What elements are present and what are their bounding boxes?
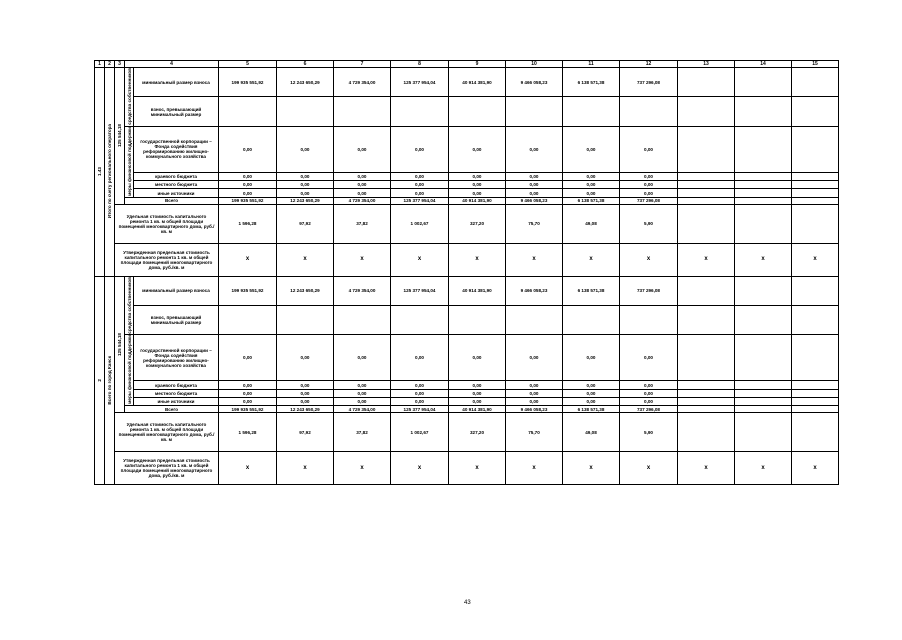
value-cell: 0,00	[219, 126, 277, 172]
value-cell: 0,00	[391, 381, 449, 389]
value-cell	[678, 189, 735, 197]
header-cell: 7	[334, 61, 391, 68]
value-cell: x	[792, 452, 839, 485]
value-cell: 0,00	[563, 126, 620, 172]
value-cell	[678, 306, 735, 335]
group-support	[125, 126, 134, 197]
value-cell: 199 935 551,92	[219, 406, 277, 413]
value-cell: 0,00	[506, 335, 563, 381]
value-cell	[334, 97, 391, 126]
value-cell	[792, 172, 839, 180]
value-cell	[792, 276, 839, 305]
row-label: минимальный размер взноса	[134, 68, 219, 97]
value-cell: 327,20	[449, 204, 506, 243]
value-cell: x	[219, 243, 277, 276]
value-cell	[678, 126, 735, 172]
group-support	[125, 335, 134, 406]
value-cell: 0,00	[334, 398, 391, 406]
value-cell: 40 914 381,90	[449, 406, 506, 413]
value-cell	[391, 306, 449, 335]
value-cell: 0,00	[620, 398, 678, 406]
total-area-text: 125 544,18	[117, 332, 122, 356]
value-cell	[735, 306, 792, 335]
value-cell: 9 466 058,23	[506, 68, 563, 97]
value-cell	[735, 181, 792, 189]
value-cell: 0,00	[620, 172, 678, 180]
value-cell: 0,00	[506, 381, 563, 389]
row-label: иные источники	[134, 398, 219, 406]
value-cell	[620, 97, 678, 126]
header-cell: 1	[95, 61, 105, 68]
value-cell: 0,00	[334, 335, 391, 381]
header-cell: 13	[678, 61, 735, 68]
value-cell: 0,00	[219, 181, 277, 189]
value-cell: 5,90	[620, 204, 678, 243]
value-cell	[735, 97, 792, 126]
value-cell: 0,00	[620, 381, 678, 389]
value-cell	[506, 97, 563, 126]
total-area	[115, 276, 125, 413]
value-cell: 0,00	[391, 181, 449, 189]
value-cell	[735, 398, 792, 406]
value-cell: 0,00	[277, 172, 334, 180]
value-cell: x	[735, 243, 792, 276]
value-cell: 0,00	[506, 126, 563, 172]
value-cell: 12 243 650,29	[277, 276, 334, 305]
page-number: 43	[464, 600, 471, 606]
table-row	[95, 68, 839, 97]
value-cell: 12 243 650,29	[277, 197, 334, 204]
value-cell: 0,00	[391, 389, 449, 397]
value-cell	[735, 197, 792, 204]
value-cell: 12 243 650,29	[277, 406, 334, 413]
value-cell: x	[792, 243, 839, 276]
value-cell	[792, 181, 839, 189]
row-label: иные источники	[134, 189, 219, 197]
value-cell	[735, 413, 792, 452]
value-cell: 0,00	[334, 189, 391, 197]
value-cell	[792, 126, 839, 172]
value-cell	[792, 204, 839, 243]
value-cell: x	[219, 452, 277, 485]
value-cell	[678, 197, 735, 204]
value-cell	[219, 97, 277, 126]
value-cell: 0,00	[219, 335, 277, 381]
value-cell: 4 729 354,00	[334, 406, 391, 413]
value-cell	[277, 306, 334, 335]
row-number	[95, 276, 105, 485]
value-cell: 327,20	[449, 413, 506, 452]
value-cell: 0,00	[449, 381, 506, 389]
value-cell: 0,00	[563, 381, 620, 389]
table-row	[95, 306, 839, 335]
group-support-text: меры финансовой поддержки	[127, 126, 132, 196]
row-label: государственной корпорации – Фонда содействия реформированию жилищно-коммунального хозяйства	[134, 126, 219, 172]
value-cell	[792, 335, 839, 381]
value-cell: 0,00	[506, 398, 563, 406]
value-cell: 0,00	[277, 381, 334, 389]
value-cell: 6 138 571,38	[563, 197, 620, 204]
value-cell: 4 729 354,00	[334, 197, 391, 204]
value-cell: 0,00	[391, 189, 449, 197]
value-cell	[678, 172, 735, 180]
table-row	[95, 276, 839, 305]
value-cell	[792, 189, 839, 197]
value-cell	[678, 276, 735, 305]
value-cell: 0,00	[620, 335, 678, 381]
value-cell: 37,82	[334, 204, 391, 243]
value-cell: 0,00	[506, 189, 563, 197]
value-cell: 0,00	[563, 189, 620, 197]
value-cell: 97,92	[277, 413, 334, 452]
value-cell	[735, 189, 792, 197]
value-cell: 9 466 058,23	[506, 197, 563, 204]
value-cell	[563, 306, 620, 335]
group-owners-text: средства собственников	[127, 276, 132, 334]
value-cell: 0,00	[620, 126, 678, 172]
value-cell: 0,00	[449, 335, 506, 381]
value-cell	[735, 68, 792, 97]
value-cell: 1 002,67	[391, 204, 449, 243]
value-cell: 0,00	[506, 181, 563, 189]
value-cell	[735, 381, 792, 389]
value-cell: 0,00	[334, 381, 391, 389]
value-cell	[678, 381, 735, 389]
table-row	[95, 189, 839, 197]
row-number	[95, 68, 105, 277]
row-title	[105, 276, 115, 485]
value-cell	[735, 172, 792, 180]
value-cell: 0,00	[506, 172, 563, 180]
value-cell: 0,00	[563, 335, 620, 381]
value-cell: 4 729 354,00	[334, 68, 391, 97]
row-label: Утвержденная предельная стоимость капитального ремонта 1 кв. м общей площади помещений многоквартирного дома, руб./кв. м	[115, 452, 219, 485]
value-cell: 0,00	[219, 398, 277, 406]
value-cell: 97,92	[277, 204, 334, 243]
table-row	[95, 126, 839, 172]
value-cell	[792, 398, 839, 406]
value-cell: 0,00	[277, 189, 334, 197]
value-cell	[735, 389, 792, 397]
header-cell: 9	[449, 61, 506, 68]
header-cell: 4	[125, 61, 219, 68]
value-cell: x	[506, 452, 563, 485]
value-cell: 0,00	[277, 389, 334, 397]
group-owners-text: средства собственников	[127, 68, 132, 125]
table-row	[95, 452, 839, 485]
value-cell: 0,00	[277, 126, 334, 172]
value-cell: x	[277, 452, 334, 485]
value-cell: 4 729 354,00	[334, 276, 391, 305]
value-cell	[792, 306, 839, 335]
value-cell: 0,00	[219, 189, 277, 197]
value-cell	[678, 204, 735, 243]
value-cell: 0,00	[334, 181, 391, 189]
value-cell	[678, 97, 735, 126]
row-label: минимальный размер взноса	[134, 276, 219, 305]
value-cell: 199 935 551,92	[219, 276, 277, 305]
header-cell: 6	[277, 61, 334, 68]
value-cell: 40 914 381,90	[449, 68, 506, 97]
value-cell: x	[563, 243, 620, 276]
table-row	[95, 172, 839, 180]
value-cell: 0,00	[277, 181, 334, 189]
value-cell	[792, 197, 839, 204]
value-cell: x	[391, 243, 449, 276]
value-cell	[678, 398, 735, 406]
value-cell: x	[620, 452, 678, 485]
value-cell: 0,00	[449, 398, 506, 406]
row-label: Всего	[125, 197, 219, 204]
value-cell: 6 138 571,38	[563, 276, 620, 305]
value-cell	[792, 381, 839, 389]
row-label: краевого бюджета	[134, 172, 219, 180]
table-row	[95, 335, 839, 381]
value-cell: 75,70	[506, 204, 563, 243]
value-cell: 1 596,28	[219, 413, 277, 452]
header-cell: 2	[105, 61, 115, 68]
value-cell	[735, 204, 792, 243]
header-cell: 3	[115, 61, 125, 68]
header-cell: 5	[219, 61, 277, 68]
value-cell: 75,70	[506, 413, 563, 452]
table-row	[95, 389, 839, 397]
value-cell: 737 296,08	[620, 276, 678, 305]
table-row	[95, 197, 839, 204]
value-cell: 0,00	[277, 398, 334, 406]
group-owners	[125, 276, 134, 335]
value-cell: 0,00	[620, 181, 678, 189]
value-cell: 125 377 954,04	[391, 406, 449, 413]
table-row	[95, 243, 839, 276]
value-cell: 6 138 571,38	[563, 406, 620, 413]
value-cell: x	[678, 243, 735, 276]
value-cell	[449, 306, 506, 335]
table-row	[95, 406, 839, 413]
header-row	[95, 61, 839, 68]
value-cell	[620, 306, 678, 335]
header-cell: 8	[391, 61, 449, 68]
value-cell: 737 296,08	[620, 406, 678, 413]
value-cell: 0,00	[449, 172, 506, 180]
value-cell: 0,00	[620, 189, 678, 197]
row-label: местного бюджета	[134, 389, 219, 397]
value-cell	[735, 126, 792, 172]
total-area-text: 125 544,18	[117, 123, 122, 147]
row-label: Утвержденная предельная стоимость капитального ремонта 1 кв. м общей площади помещений многоквартирного дома, руб./кв. м	[115, 243, 219, 276]
value-cell: 0,00	[277, 335, 334, 381]
row-label: взнос, превышающий минимальный размер	[134, 97, 219, 126]
value-cell: 0,00	[449, 189, 506, 197]
total-area	[115, 68, 125, 205]
value-cell: 0,00	[391, 172, 449, 180]
value-cell: x	[334, 243, 391, 276]
value-cell: x	[334, 452, 391, 485]
value-cell: 737 296,08	[620, 197, 678, 204]
header-cell: 10	[506, 61, 563, 68]
value-cell: 49,08	[563, 413, 620, 452]
value-cell	[792, 68, 839, 97]
row-title-text: Итого по счету регионального оператора	[107, 124, 112, 219]
value-cell	[678, 335, 735, 381]
value-cell	[449, 97, 506, 126]
table-row	[95, 204, 839, 243]
row-label: краевого бюджета	[134, 381, 219, 389]
header-cell: 15	[792, 61, 839, 68]
table-row	[95, 97, 839, 126]
value-cell: 0,00	[449, 181, 506, 189]
value-cell	[678, 181, 735, 189]
value-cell: 737 296,08	[620, 68, 678, 97]
value-cell	[277, 97, 334, 126]
value-cell: 49,08	[563, 204, 620, 243]
value-cell: 0,00	[449, 126, 506, 172]
value-cell: 0,00	[391, 126, 449, 172]
value-cell: 0,00	[506, 389, 563, 397]
value-cell	[735, 406, 792, 413]
value-cell: 0,00	[620, 389, 678, 397]
row-label: взнос, превышающий минимальный размер	[134, 306, 219, 335]
value-cell: 0,00	[334, 172, 391, 180]
value-cell: x	[449, 452, 506, 485]
value-cell: x	[277, 243, 334, 276]
table-row	[95, 413, 839, 452]
row-label: Удельная стоимость капитального ремонта 1 кв. м общей площади помещений многоквартирного дома, руб./кв. м	[115, 204, 219, 243]
value-cell: 40 914 381,90	[449, 276, 506, 305]
group-support-text: меры финансовой поддержки	[127, 335, 132, 405]
value-cell: 0,00	[334, 126, 391, 172]
value-cell: 9 466 058,23	[506, 276, 563, 305]
value-cell	[792, 413, 839, 452]
value-cell: x	[391, 452, 449, 485]
value-cell: 0,00	[563, 389, 620, 397]
value-cell	[678, 413, 735, 452]
table-row	[95, 398, 839, 406]
value-cell: 0,00	[563, 398, 620, 406]
row-label: государственной корпорации – Фонда содействия реформированию жилищно-коммунального хозяйства	[134, 335, 219, 381]
value-cell: 40 914 381,90	[449, 197, 506, 204]
value-cell: x	[735, 452, 792, 485]
value-cell: 125 377 954,04	[391, 276, 449, 305]
value-cell: 12 243 650,29	[277, 68, 334, 97]
value-cell: 0,00	[219, 389, 277, 397]
row-label: Всего	[125, 406, 219, 413]
value-cell	[735, 276, 792, 305]
header-cell: 14	[735, 61, 792, 68]
group-owners	[125, 68, 134, 127]
value-cell: 199 935 551,92	[219, 197, 277, 204]
value-cell: 1 002,67	[391, 413, 449, 452]
value-cell	[678, 389, 735, 397]
row-title	[105, 68, 115, 277]
value-cell	[391, 97, 449, 126]
table-row	[95, 181, 839, 189]
value-cell: 0,00	[391, 398, 449, 406]
value-cell	[735, 335, 792, 381]
value-cell: 37,82	[334, 413, 391, 452]
row-label: Удельная стоимость капитального ремонта 1 кв. м общей площади помещений многоквартирного дома, руб./кв. м	[115, 413, 219, 452]
value-cell: x	[620, 243, 678, 276]
value-cell: 0,00	[219, 381, 277, 389]
value-cell: x	[449, 243, 506, 276]
value-cell	[506, 306, 563, 335]
header-cell: 12	[620, 61, 678, 68]
value-cell: 1 596,28	[219, 204, 277, 243]
capital-repair-table	[94, 60, 839, 485]
value-cell: x	[678, 452, 735, 485]
value-cell	[792, 97, 839, 126]
value-cell	[563, 97, 620, 126]
value-cell: x	[563, 452, 620, 485]
row-title-text: Всего по город Канск	[107, 355, 112, 405]
value-cell: 125 377 954,04	[391, 68, 449, 97]
row-number-text: 2	[97, 379, 102, 382]
value-cell: 199 935 551,92	[219, 68, 277, 97]
value-cell: 5,90	[620, 413, 678, 452]
value-cell: 0,00	[219, 172, 277, 180]
value-cell: 9 466 058,23	[506, 406, 563, 413]
value-cell	[219, 306, 277, 335]
value-cell	[678, 68, 735, 97]
value-cell	[792, 406, 839, 413]
value-cell: 6 138 571,38	[563, 68, 620, 97]
row-label: местного бюджета	[134, 181, 219, 189]
value-cell	[334, 306, 391, 335]
row-number-text: 1.43	[97, 166, 102, 176]
table-row	[95, 381, 839, 389]
value-cell: 125 377 954,04	[391, 197, 449, 204]
value-cell	[678, 406, 735, 413]
value-cell: 0,00	[563, 181, 620, 189]
value-cell	[792, 389, 839, 397]
header-cell: 11	[563, 61, 620, 68]
value-cell: 0,00	[391, 335, 449, 381]
value-cell: 0,00	[334, 389, 391, 397]
value-cell: 0,00	[449, 389, 506, 397]
value-cell: 0,00	[563, 172, 620, 180]
value-cell: x	[506, 243, 563, 276]
